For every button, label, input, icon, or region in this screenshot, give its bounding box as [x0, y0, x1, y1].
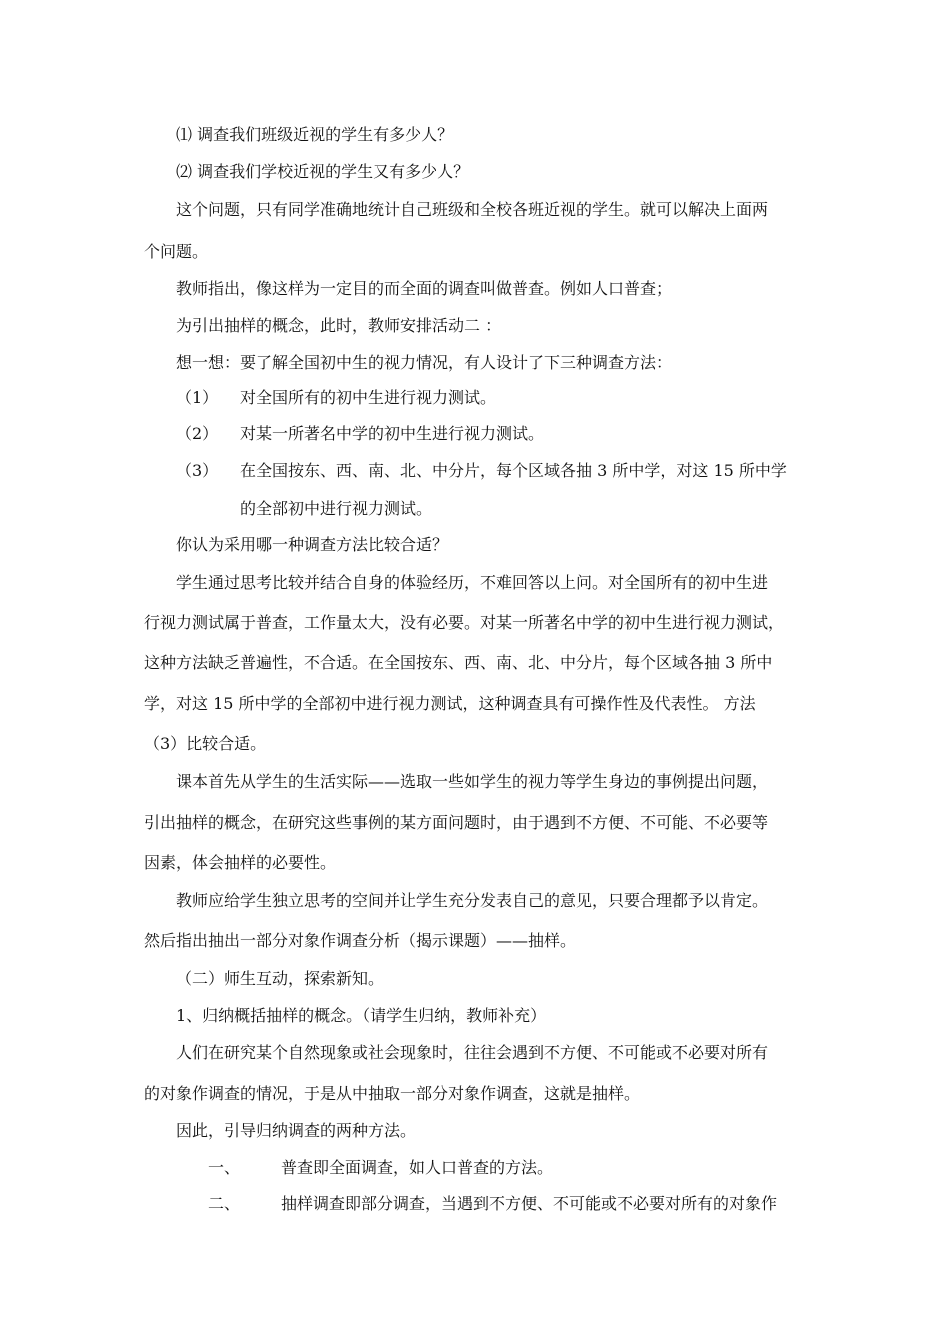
option-number: （2）: [176, 424, 219, 443]
option-text: 的全部初中进行视力测试。: [240, 499, 433, 518]
paragraph-line: 因素，体会抽样的必要性。: [144, 853, 337, 872]
paragraph-line: 这种方法缺乏普遍性，不合适。在全国按东、西、南、北、中分片，每个区域各抽 3 所中: [144, 653, 773, 672]
section-heading: （二）师生互动，探索新知。: [176, 969, 385, 988]
option-text: 在全国按东、西、南、北、中分片，每个区域各抽 3 所中学，对这 15 所中学: [240, 461, 787, 480]
paragraph-line: 学生通过思考比较并结合自身的体验经历，不难回答以上问。对全国所有的初中生进: [176, 573, 769, 592]
paragraph-line: 教师指出，像这样为一定目的而全面的调查叫做普查。例如人口普查；: [176, 279, 673, 298]
option-number: （1）: [176, 388, 219, 407]
method-number: 二、: [208, 1194, 241, 1213]
paragraph-line: 你认为采用哪一种调查方法比较合适？: [176, 535, 449, 554]
method-number: 一、: [208, 1158, 241, 1177]
paragraph-line: 课本首先从学生的生活实际——选取一些如学生的视力等学生身边的事例提出问题，: [176, 772, 769, 791]
paragraph-line: 引出抽样的概念，在研究这些事例的某方面问题时，由于遇到不方便、不可能、不必要等: [144, 813, 769, 832]
paragraph-line: 行视力测试属于普查，工作量太大，没有必要。对某一所著名中学的初中生进行视力测试，: [144, 613, 785, 632]
paragraph-line: 想一想：要了解全国初中生的视力情况，有人设计了下三种调查方法：: [176, 353, 673, 372]
paragraph-line: 人们在研究某个自然现象或社会现象时，往往会遇到不方便、不可能或不必要对所有: [176, 1043, 769, 1062]
paragraph-line: 因此，引导归纳调查的两种方法。: [176, 1121, 417, 1140]
paragraph-line: 这个问题，只有同学准确地统计自己班级和全校各班近视的学生。就可以解决上面两: [176, 200, 769, 219]
option-text: 对某一所著名中学的初中生进行视力测试。: [240, 424, 545, 443]
question-1: ⑴ 调查我们班级近视的学生有多少人？: [176, 125, 454, 144]
option-number: （3）: [176, 461, 219, 480]
paragraph-line: （3）比较合适。: [144, 734, 267, 753]
question-2: ⑵ 调查我们学校近视的学生又有多少人？: [176, 162, 470, 181]
method-text: 普查即全面调查，如人口普查的方法。: [281, 1158, 554, 1177]
option-text: 对全国所有的初中生进行视力测试。: [240, 388, 497, 407]
paragraph-line: 学，对这 15 所中学的全部初中进行视力测试，这种调查具有可操作性及代表性。 方法: [144, 694, 756, 713]
paragraph-line: 然后指出抽出一部分对象作调查分析（揭示课题）——抽样。: [144, 931, 577, 950]
paragraph-line: 教师应给学生独立思考的空间并让学生充分发表自己的意见，只要合理都予以肯定。: [176, 891, 769, 910]
paragraph-line: 为引出抽样的概念，此时，教师安排活动二 ：: [176, 316, 502, 335]
paragraph-line: 个问题。: [144, 242, 209, 261]
method-text: 抽样调查即部分调查，当遇到不方便、不可能或不必要对所有的对象作: [281, 1194, 778, 1213]
paragraph-line: 的对象作调查的情况，于是从中抽取一部分对象作调查，这就是抽样。: [144, 1084, 641, 1103]
subsection-heading: 1、归纳概括抽样的概念。（请学生归纳，教师补充）: [176, 1006, 547, 1025]
